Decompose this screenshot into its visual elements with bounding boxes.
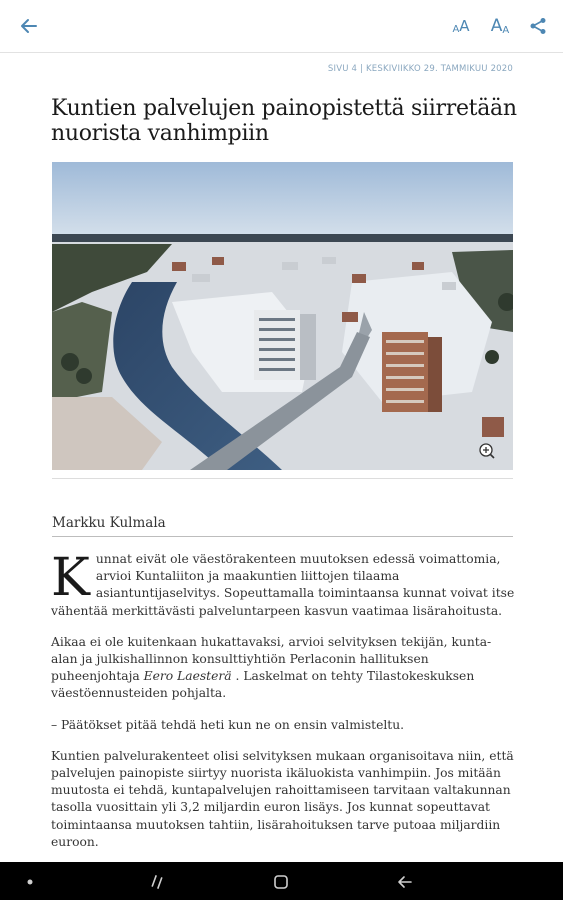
font-size-large-icon: A — [490, 16, 503, 36]
paragraph-1-text: unnat eivät ole väestörakenteen muutoksen edessä voimattomia, arvioi Kuntaliiton ja maakuntien liittojen tilaama asiantuntijaselvitys. Sopeuttamalla toimintaansa kunnat voivat itse vähentää merkittävästi palveluntarpeen kasvun vaatimaa lisärahoitusta. — [51, 552, 515, 618]
paragraph-2-text-b: . Laskelmat on tehty Tilastokeskuksen väestöennusteiden pohjalta. — [51, 669, 475, 701]
article-photo[interactable] — [52, 162, 513, 470]
home-icon — [272, 873, 290, 891]
back-nav-icon — [396, 873, 414, 891]
system-nav-bar — [0, 862, 563, 900]
font-size-small-icon-large-a: A — [459, 17, 470, 35]
nav-dot[interactable] — [20, 872, 40, 892]
paragraph-3: – Päätökset pitää tehdä heti kun ne on ensin valmisteltu. — [51, 717, 405, 732]
drop-cap: K — [51, 548, 90, 608]
arrow-left-icon — [20, 17, 38, 35]
nav-back-button[interactable] — [395, 872, 415, 892]
top-toolbar — [0, 0, 563, 53]
share-button[interactable] — [524, 12, 552, 40]
aerial-town-photo — [52, 162, 513, 470]
home-button[interactable] — [271, 872, 291, 892]
increase-font-button[interactable] — [486, 12, 514, 40]
recent-apps-icon — [148, 873, 166, 891]
font-size-small-icon: A — [452, 23, 460, 35]
article-headline: Kuntien palvelujen painopistettä siirretään nuorista vanhimpiin — [51, 96, 517, 146]
article-meta: SIVU 4 | KESKIVIIKKO 29. TAMMIKUU 2020 — [327, 64, 513, 74]
font-size-large-icon-small-a: A — [502, 24, 510, 36]
article-author: Markku Kulmala — [52, 515, 166, 531]
back-button[interactable] — [15, 12, 43, 40]
recent-apps-button[interactable] — [147, 872, 167, 892]
author-divider — [52, 536, 513, 537]
decrease-font-button[interactable] — [447, 12, 475, 40]
share-icon — [529, 17, 547, 35]
person-name: Eero Laesterä — [143, 669, 232, 684]
zoom-in-icon[interactable] — [478, 442, 496, 460]
paragraph-2 — [51, 634, 516, 703]
photo-divider — [52, 478, 513, 479]
paragraph-4: Kuntien palvelurakenteet olisi selvityksen mukaan organisoitava niin, että palvelujen painopiste siirtyy nuorista ikäluokista vanhimpiin. Jos mitään muutosta ei tehdä, kuntapalvelujen rahoittamiseen tarvitaan valtakunnan tasolla vuosittain yli 3,2 miljardin euron lisäys. Jos kunnat sopeuttavat toimintaansa muutoksen tahtiin, lisärahoituksen tarve putoaa miljardiin euroon. — [51, 748, 514, 849]
article-body — [51, 548, 516, 865]
paragraph-1 — [51, 548, 516, 620]
dot-icon — [27, 879, 33, 885]
paragraph-2-text-a: Aikaa ei ole kuitenkaan hukattavaksi, arvioi selvityksen tekijän, kunta-alan ja julkishallinnon konsulttiyhtiön Perlaconin hallituksen puheenjohtaja — [51, 634, 492, 684]
